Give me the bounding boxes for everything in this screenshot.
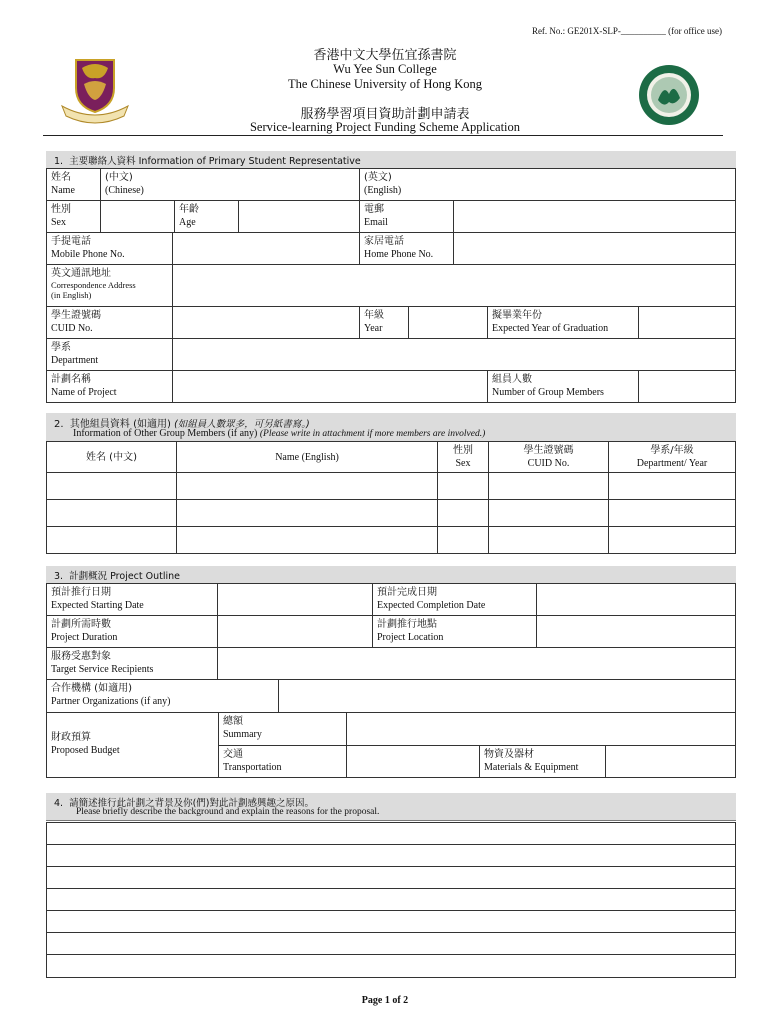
description-line[interactable] bbox=[46, 822, 736, 845]
member-name-zh-cell[interactable] bbox=[46, 499, 177, 527]
cuid-label-cell: 學生證號碼 CUID No. bbox=[46, 306, 173, 339]
description-line[interactable] bbox=[46, 866, 736, 889]
group-members-label-cell: 組員人數 Number of Group Members bbox=[487, 370, 639, 403]
materials-label-cell: 物資及器材 Materials & Equipment bbox=[479, 745, 606, 778]
member-name-zh-cell[interactable] bbox=[46, 472, 177, 500]
college-name-en: Wu Yee Sun College bbox=[333, 62, 437, 76]
transportation-field[interactable] bbox=[346, 745, 480, 778]
name-chinese-field[interactable]: (中文) (Chinese) bbox=[100, 168, 360, 201]
cuid-field[interactable] bbox=[172, 306, 360, 339]
target-recipients-label-cell: 服務受惠對象 Target Service Recipients bbox=[46, 647, 218, 680]
section-2-header: 2. 其他組員資料 (如適用) (如組員人數眾多，可另紙書寫。) Information of Other Group Members (if any) (Please write in attachment if more members are involved.) bbox=[46, 413, 736, 442]
col-header-name-zh: 姓名 (中文) bbox=[46, 441, 177, 473]
project-name-label-cell: 計劃名稱 Name of Project bbox=[46, 370, 173, 403]
col-header-name-en: Name (English) bbox=[176, 441, 438, 473]
department-field[interactable] bbox=[172, 338, 736, 371]
col-header-sex: 性別 Sex bbox=[437, 441, 489, 473]
home-phone-field[interactable] bbox=[453, 232, 736, 265]
group-members-field[interactable] bbox=[638, 370, 736, 403]
member-cuid-cell[interactable] bbox=[488, 472, 609, 500]
member-department-cell[interactable] bbox=[608, 472, 736, 500]
partner-field[interactable] bbox=[278, 679, 736, 713]
materials-field[interactable] bbox=[605, 745, 736, 778]
member-cuid-cell[interactable] bbox=[488, 526, 609, 554]
member-name-en-cell[interactable] bbox=[176, 526, 438, 554]
age-field[interactable] bbox=[238, 200, 360, 233]
age-label-cell: 年齡 Age bbox=[174, 200, 239, 233]
department-label-cell: 學系 Department bbox=[46, 338, 173, 371]
summary-field[interactable] bbox=[346, 712, 736, 746]
description-line[interactable] bbox=[46, 910, 736, 933]
form-title-zh: 服務學習項目資助計劃申請表 bbox=[300, 107, 470, 122]
col-header-cuid: 學生證號碼 CUID No. bbox=[488, 441, 609, 473]
summary-label-cell: 總額 Summary bbox=[218, 712, 347, 746]
form-title-en: Service-learning Project Funding Scheme Application bbox=[249, 120, 521, 134]
member-name-zh-cell[interactable] bbox=[46, 526, 177, 554]
home-phone-label-cell: 家居電話 Home Phone No. bbox=[359, 232, 454, 265]
header-divider bbox=[43, 135, 723, 136]
year-label-cell: 年級 Year bbox=[359, 306, 409, 339]
member-department-cell[interactable] bbox=[608, 499, 736, 527]
sex-label-cell: 性別 Sex bbox=[46, 200, 101, 233]
college-name-zh: 香港中文大學伍宜孫書院 bbox=[313, 48, 457, 63]
section-1-header: 1. 主要聯絡人資料 Information of Primary Student Representative bbox=[46, 151, 736, 169]
description-line[interactable] bbox=[46, 932, 736, 955]
description-line[interactable] bbox=[46, 844, 736, 867]
location-label-cell: 計劃推行地點 Project Location bbox=[372, 615, 537, 648]
completion-date-field[interactable] bbox=[536, 583, 736, 616]
target-recipients-field[interactable] bbox=[217, 647, 736, 680]
email-field[interactable] bbox=[453, 200, 736, 233]
member-sex-cell[interactable] bbox=[437, 499, 489, 527]
budget-label-cell: 財政預算 Proposed Budget bbox=[46, 712, 219, 778]
start-date-field[interactable] bbox=[217, 583, 373, 616]
member-department-cell[interactable] bbox=[608, 526, 736, 554]
member-name-en-cell[interactable] bbox=[176, 499, 438, 527]
sex-field[interactable] bbox=[100, 200, 175, 233]
transportation-label-cell: 交通 Transportation bbox=[218, 745, 347, 778]
address-field[interactable] bbox=[172, 264, 736, 307]
description-line[interactable] bbox=[46, 954, 736, 978]
partner-label-cell: 合作機構 (如適用) Partner Organizations (if any) bbox=[46, 679, 279, 713]
col-header-department: 學系/年級 Department/ Year bbox=[608, 441, 736, 473]
start-date-label-cell: 預計推行日期 Expected Starting Date bbox=[46, 583, 218, 616]
university-name: The Chinese University of Hong Kong bbox=[287, 77, 483, 91]
section-3-header: 3. 計劃概況 Project Outline bbox=[46, 566, 736, 584]
member-sex-cell[interactable] bbox=[437, 472, 489, 500]
project-name-field[interactable] bbox=[172, 370, 488, 403]
address-label-cell: 英文通訊地址 Correspondence Address (in English) bbox=[46, 264, 173, 307]
email-label-cell: 電郵 Email bbox=[359, 200, 454, 233]
graduation-field[interactable] bbox=[638, 306, 736, 339]
location-field[interactable] bbox=[536, 615, 736, 648]
mobile-field[interactable] bbox=[172, 232, 360, 265]
duration-label-cell: 計劃所需時數 Project Duration bbox=[46, 615, 218, 648]
name-english-field[interactable]: (英文) (English) bbox=[359, 168, 736, 201]
description-line[interactable] bbox=[46, 888, 736, 911]
section-4-header: 4. 請簡述推行此計劃之背景及你(們)對此計劃感興趣之原因。 Please briefly describe the background and explain the reasons for the proposal. bbox=[46, 793, 736, 821]
name-label-cell: 姓名 Name bbox=[46, 168, 101, 201]
graduation-label-cell: 擬畢業年份 Expected Year of Graduation bbox=[487, 306, 639, 339]
reference-number: Ref. No.: GE201X-SLP-__________ (for office use) bbox=[531, 26, 722, 36]
member-sex-cell[interactable] bbox=[437, 526, 489, 554]
year-field[interactable] bbox=[408, 306, 488, 339]
member-cuid-cell[interactable] bbox=[488, 499, 609, 527]
page-number: Page 1 of 2 bbox=[361, 995, 409, 1006]
mobile-label-cell: 手提電話 Mobile Phone No. bbox=[46, 232, 173, 265]
member-name-en-cell[interactable] bbox=[176, 472, 438, 500]
completion-date-label-cell: 預計完成日期 Expected Completion Date bbox=[372, 583, 537, 616]
duration-field[interactable] bbox=[217, 615, 373, 648]
